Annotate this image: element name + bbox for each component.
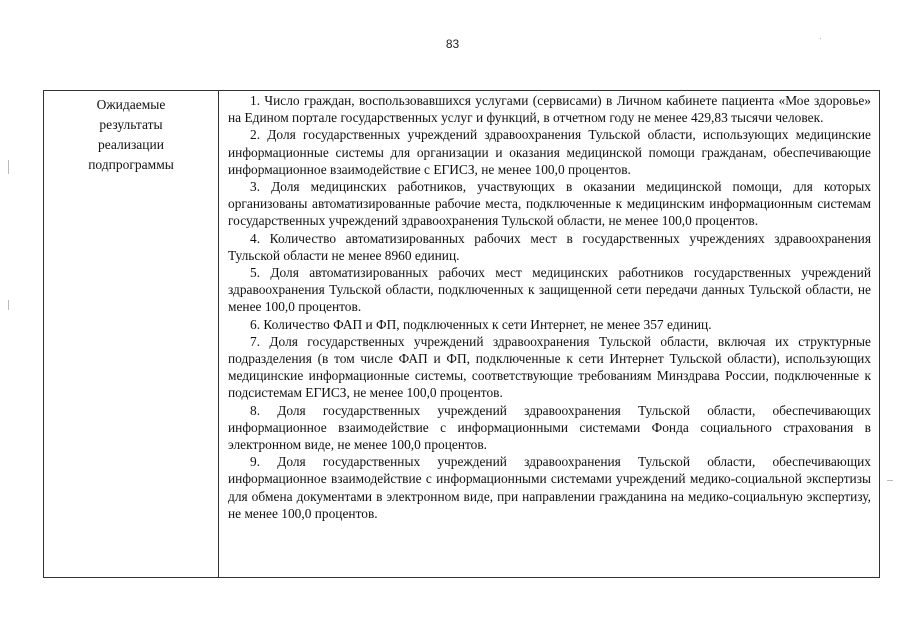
expected-results-label — [44, 91, 219, 577]
label-line: Ожидаемые — [96, 97, 166, 112]
label-line: результаты — [99, 117, 163, 132]
result-item-9: 9. Доля государственных учреждений здравоохранения Тульской области, обеспечивающих информационное взаимодействие с информационными системами учреждений медико-социальной экспертизы для обмена документами в электронном виде, при направлении гражданина на медико-социальную экспертизу, не менее 100,0 процентов. — [228, 454, 871, 521]
label-line: подпрограммы — [88, 157, 174, 172]
scan-speck — [8, 160, 9, 174]
result-item-1: 1. Число граждан, воспользовавшихся услугами (сервисами) в Личном кабинете пациента «Мое здоровье» на Едином портале государственных услуг и функций, в отчетном году не менее 429,83 тысячи человек. — [228, 93, 871, 126]
result-item-7: 7. Доля государственных учреждений здравоохранения Тульской области, включая их структурные подразделения (в том числе ФАП и ФП, подключенные к сети Интернет Тульской области), использующих медицинские информационные системы, соответствующие требованиям Минздрава России, подключенные к подсистемам ЕГИСЗ, не менее 100,0 процентов. — [228, 333, 871, 401]
result-item-5: 5. Доля автоматизированных рабочих мест медицинских работников государственных учреждений здравоохранения Тульской области, подключенных к защищенной сети передачи данных Тульской области, не менее 100,0 процентов. — [228, 265, 871, 315]
result-item-3: 3. Доля медицинских работников, участвующих в оказании медицинской помощи, для которых организованы автоматизированные рабочие места, подключенные к медицинским информационным системам государственных учреждений здравоохранения Тульской области, не менее 100,0 процентов. — [228, 179, 871, 229]
result-item-6: 6. Количество ФАП и ФП, подключенных к сети Интернет, не менее 357 единиц. — [250, 316, 712, 332]
label-line: реализации — [98, 137, 164, 152]
result-item-8: 8. Доля государственных учреждений здравоохранения Тульской области, обеспечивающих информационное взаимодействие с информационными системами Фонда социального страхования в электронном виде, не менее 100,0 процентов. — [228, 402, 871, 453]
results-table — [43, 90, 880, 578]
results-list — [219, 91, 879, 577]
scan-speck — [820, 38, 821, 39]
scan-speck — [887, 480, 893, 481]
scan-speck — [8, 300, 9, 310]
result-item-4: 4. Количество автоматизированных рабочих мест в государственных учреждениях здравоохранения Тульской области не менее 8960 единиц. — [228, 230, 871, 263]
result-item-2: 2. Доля государственных учреждений здравоохранения Тульской области, использующих медицинские информационные системы для организации и оказания медицинской помощи гражданам, обеспечивающие информационное взаимодействие с ЕГИСЗ, не менее 100,0 процентов. — [228, 127, 871, 177]
page-number: 83 — [445, 37, 460, 51]
